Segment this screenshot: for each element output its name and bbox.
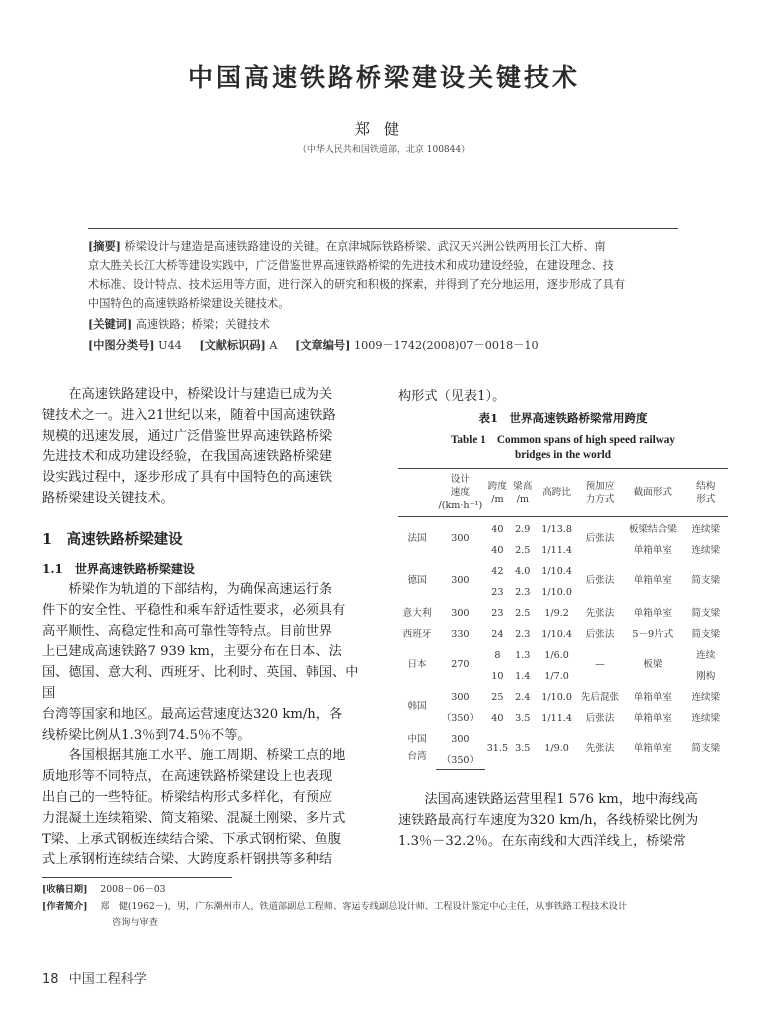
- section-cell: 单箱单室: [633, 742, 673, 754]
- body-line: 台湾等国家和地区。最高运营速度达320 km/h，各: [42, 706, 343, 722]
- abstract-line-2: 京大胜关长江大桥等建设实践中，广泛借鉴世界高速铁路桥梁的先进技术和成功建设经验，在建设理念、技: [88, 259, 614, 272]
- structure-cell: 简支梁: [691, 608, 721, 619]
- abstract-rule: [88, 228, 678, 229]
- ratio-cell: 1/10.4: [541, 566, 572, 577]
- body-line: 1.3％－32.2％。在东南线和大西洋线上，桥梁常: [398, 833, 686, 849]
- span-cell: 10: [491, 671, 504, 682]
- country-cell: 法国: [407, 532, 427, 544]
- page-number: 18: [42, 972, 59, 987]
- table-row: [398, 601, 728, 626]
- country-cell: 意大利: [402, 608, 432, 619]
- header-cell: 设计 速度 /(km·h⁻¹): [436, 469, 485, 517]
- body-line: 质地形等不同特点，在高速铁路桥梁建设上也表现: [42, 769, 333, 785]
- table-row: [398, 685, 728, 710]
- speed-cell: 300: [451, 574, 470, 586]
- section-cell: 单箱单室: [633, 713, 673, 724]
- page-footer: [42, 968, 147, 987]
- depth-cell: 2.5: [515, 608, 531, 619]
- intro-line: 先进技术和成功建设经验，在我国高速铁路桥梁建: [42, 449, 333, 465]
- intro-paragraph: [42, 385, 367, 510]
- intro-line: 在高速铁路建设中，桥梁设计与建造已成为关: [68, 387, 333, 402]
- span-cell: 42: [491, 566, 504, 577]
- france-paragraph: [398, 790, 728, 852]
- header-cell: 预加应 力方式: [578, 469, 622, 517]
- depth-cell: 2.3: [515, 629, 531, 640]
- intro-line: 规模的迅速发展，通过广泛借鉴世界高速铁路桥梁: [42, 428, 333, 444]
- table-title-cn: 表1 世界高速铁路桥梁常用跨度: [478, 411, 648, 425]
- article-number-value: 1009－1742(2008)07－0018－10: [353, 339, 539, 352]
- depth-cell: 2.9: [515, 524, 531, 535]
- structure-cell: 简支梁: [691, 574, 721, 586]
- ratio-cell: 1/13.8: [541, 524, 572, 535]
- section-1-1-text: [42, 580, 367, 871]
- prestress-cell: 后张法: [585, 629, 615, 640]
- depth-cell: 2.4: [515, 692, 531, 703]
- section-cell: 5－9片式: [632, 629, 674, 640]
- span-cell: 23: [491, 587, 504, 598]
- table-row: [398, 727, 728, 752]
- received-date-line: [42, 882, 166, 898]
- speed-cell: 330: [451, 629, 470, 640]
- body-line: T梁、上承式钢板连续结合梁、下承式钢桁梁、鱼腹: [42, 831, 341, 847]
- author-bio-line-2: 咨询与审查: [112, 917, 158, 928]
- body-line: 式上承钢桁连续结合梁、大跨度系杆钢拱等多种结: [42, 852, 333, 868]
- structure-cell: 连续梁: [691, 692, 721, 703]
- spans-table: [398, 468, 728, 770]
- received-date: 2008－06－03: [100, 884, 166, 895]
- country-cell: 德国: [407, 574, 427, 586]
- body-line: 力混凝土连续箱梁、简支箱梁、混凝土刚梁、多片式: [42, 810, 346, 826]
- author-affiliation: （中华人民共和国铁道部，北京 100844）: [297, 145, 471, 155]
- author-bio-line: [42, 899, 732, 915]
- body-line: 线桥梁比例从1.3％到74.5％不等。: [42, 727, 251, 743]
- structure-cell: 连续梁: [691, 524, 721, 535]
- body-line: 上已建成高速铁路7 939 km，主要分布在日本、法: [42, 644, 342, 660]
- speed-cell: 270: [451, 658, 470, 670]
- country-cell: 西班牙: [402, 629, 432, 640]
- speed-cell: 300: [451, 532, 470, 544]
- table-row: [398, 710, 728, 727]
- abstract-label: [摘要]: [88, 239, 121, 253]
- abstract-text-1: 桥梁设计与建造是高速铁路建设的关键。在京津城际铁路桥梁、武汉天兴洲公铁两用长江大桥、南: [124, 240, 606, 253]
- span-cell: 40: [491, 713, 504, 724]
- structure-cell: 连续梁: [691, 545, 721, 556]
- span-cell: 25: [491, 692, 504, 703]
- header-cell: 梁高 /m: [510, 469, 535, 517]
- body-line: 桥梁作为轨道的下部结构，为确保高速运行条: [68, 582, 333, 597]
- clc-value: U44: [158, 339, 182, 352]
- section-cell: 板梁结合梁: [628, 524, 677, 535]
- depth-cell: 1.3: [515, 650, 531, 661]
- table-title-en: Table 1 Common spans of high speed railway: [451, 434, 675, 446]
- depth-cell: 3.5: [515, 742, 531, 754]
- body-line: 国、德国、意大利、西班牙、比利时、英国、韩国、中国: [42, 665, 359, 701]
- table-row: [398, 517, 728, 543]
- right-column-intro: 构形式（见表1）。: [398, 389, 506, 404]
- intro-line: 键技术之一。进入21世纪以来，随着中国高速铁路: [42, 407, 336, 423]
- depth-cell: 2.5: [515, 545, 531, 556]
- abstract-line-3: 术标准、设计特点、技术运用等方面，进行深入的研究和积极的探索，并得到了充分地运用，逐步形成了具有: [88, 278, 626, 291]
- table-row: [398, 559, 728, 584]
- structure-cell: 连续: [696, 650, 716, 661]
- prestress-cell: —: [595, 658, 605, 670]
- span-cell: 23: [491, 608, 504, 619]
- span-cell: 8: [494, 650, 501, 661]
- speed-cell: 300: [451, 608, 470, 619]
- ratio-cell: 1/7.0: [544, 671, 569, 682]
- prestress-cell: 后张法: [585, 574, 615, 586]
- country-cell: 中国 台湾: [407, 734, 427, 763]
- speed-cell: 300: [451, 734, 470, 745]
- body-line: 出自己的一些特征。桥梁结构形式多样化，有预应: [42, 789, 333, 805]
- ratio-cell: 1/11.4: [541, 713, 572, 724]
- country-cell: 日本: [407, 658, 427, 670]
- abstract-line-4: 中国特色的高速铁路桥梁建设关键技术。: [88, 297, 290, 310]
- span-cell: 31.5: [486, 742, 509, 754]
- author-bio-label: [作者简介]: [42, 901, 88, 912]
- span-cell: 40: [491, 545, 504, 556]
- header-cell: 高跨比: [535, 469, 577, 517]
- structure-cell: 连续梁: [691, 713, 721, 724]
- paper-title: 中国高速铁路桥梁建设关键技术: [187, 63, 580, 92]
- prestress-cell: 先后混张: [580, 692, 620, 703]
- header-cell: 结构 形式: [684, 469, 728, 517]
- depth-cell: 3.5: [515, 713, 531, 724]
- table-title-en-cont: bridges in the world: [514, 449, 612, 461]
- clc-label: [中图分类号]: [88, 338, 155, 352]
- ratio-cell: 1/10.0: [541, 587, 572, 598]
- journal-name: 中国工程科学: [68, 972, 147, 987]
- body-line: 各国根据其施工水平、施工周期、桥梁工点的地: [68, 748, 346, 764]
- keywords-line: [88, 315, 270, 334]
- ratio-cell: 1/6.0: [544, 650, 569, 661]
- header-cell: [398, 469, 436, 517]
- intro-line: 设实践过程中，逐步形成了具有中国特色的高速铁: [42, 470, 333, 486]
- abstract-line-1: [88, 237, 688, 256]
- prestress-cell: 后张法: [585, 713, 615, 724]
- author-name: 郑健: [354, 120, 413, 138]
- section-heading-1-1: 1.1 世界高速铁路桥梁建设: [42, 562, 195, 576]
- prestress-cell: 先张法: [585, 608, 615, 619]
- section-cell: 单箱单室: [633, 692, 673, 703]
- body-line: 法国高速铁路运营里程1 576 km，地中海线高: [424, 792, 698, 807]
- country-cell: 韩国: [407, 700, 427, 712]
- structure-cell: 刚构: [696, 671, 716, 682]
- article-number-label: [文章编号]: [295, 338, 351, 352]
- keywords-label: [关键词]: [88, 317, 133, 331]
- ratio-cell: 1/11.4: [541, 545, 572, 556]
- footnote-rule: [42, 877, 232, 878]
- ratio-cell: 1/10.4: [541, 629, 572, 640]
- section-heading-1: 1 高速铁路桥梁建设: [42, 531, 183, 548]
- doc-code-label: [文献标识码]: [199, 338, 266, 352]
- classification-line: [88, 336, 539, 355]
- depth-cell: 1.4: [515, 671, 531, 682]
- section-cell: 单箱单室: [633, 608, 673, 619]
- structure-cell: 简支梁: [691, 742, 721, 754]
- author-bio-text: 郑 健(1962－)，男，广东潮州市人，铁道部副总工程师、客运专线副总设计师、工程设计鉴定中心主任，从事铁路工程技术设计: [100, 901, 628, 912]
- prestress-cell: 后张法: [585, 532, 615, 544]
- doc-code-value: A: [269, 339, 278, 352]
- ratio-cell: 1/9.2: [544, 608, 569, 619]
- speed-cell: 300: [451, 692, 470, 703]
- table-row: [398, 626, 728, 643]
- section-cell: 单箱单室: [633, 545, 673, 556]
- depth-cell: 4.0: [515, 566, 531, 577]
- speed-cell: （350）: [441, 713, 480, 724]
- keywords-text: 高速铁路；桥梁；关键技术: [135, 318, 270, 331]
- ratio-cell: 1/10.0: [541, 692, 572, 703]
- body-line: 件下的安全性、平稳性和乘车舒适性要求，必须具有: [42, 602, 346, 618]
- section-cell: 单箱单室: [633, 574, 673, 586]
- speed-cell: （350）: [436, 752, 485, 770]
- table-row: [398, 643, 728, 668]
- section-cell: 板梁: [643, 658, 663, 670]
- table-header-row: [398, 469, 728, 517]
- prestress-cell: 先张法: [585, 742, 615, 754]
- body-line: 速铁路最高行车速度为320 km/h，各线桥梁比例为: [398, 812, 699, 828]
- intro-line: 路桥梁建设关键技术。: [42, 490, 174, 506]
- received-label: [收稿日期]: [42, 884, 88, 895]
- body-line: 高平顺性、高稳定性和高可靠性等特点。目前世界: [42, 623, 333, 639]
- structure-cell: 简支梁: [691, 629, 721, 640]
- span-cell: 24: [491, 629, 504, 640]
- ratio-cell: 1/9.0: [544, 742, 569, 754]
- depth-cell: 2.3: [515, 587, 531, 598]
- header-cell: 截面形式: [622, 469, 683, 517]
- header-cell: 跨度 /m: [485, 469, 510, 517]
- span-cell: 40: [491, 524, 504, 535]
